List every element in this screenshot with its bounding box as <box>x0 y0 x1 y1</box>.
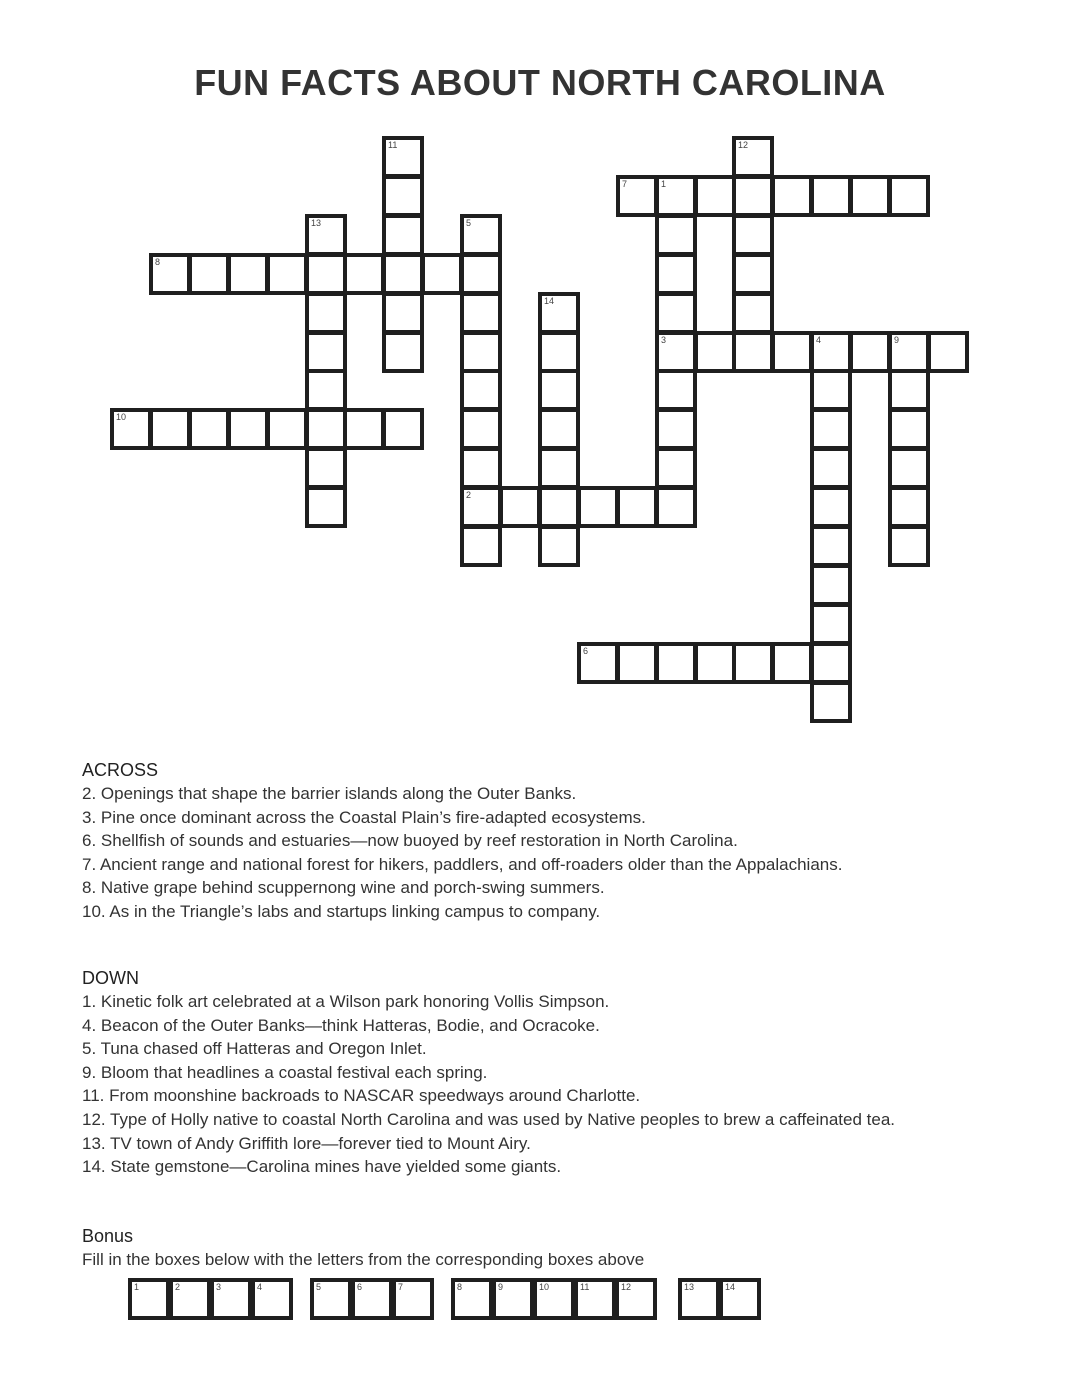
crossword-cell[interactable] <box>460 408 502 450</box>
crossword-cell[interactable] <box>305 486 347 528</box>
bonus-instruction: Fill in the boxes below with the letters from the corresponding boxes above <box>82 1250 645 1269</box>
crossword-cell[interactable] <box>810 642 852 684</box>
crossword-cell[interactable] <box>188 408 230 450</box>
crossword-cell[interactable] <box>655 292 697 334</box>
across-clue: 8. Native grape behind scuppernong wine and porch-swing summers. <box>82 878 605 898</box>
bonus-box-number: 9 <box>498 1282 504 1292</box>
bonus-box[interactable] <box>210 1278 252 1320</box>
crossword-cell[interactable] <box>460 447 502 489</box>
crossword-cell[interactable] <box>616 175 658 217</box>
clue-number: 4 <box>816 335 822 345</box>
bonus-box[interactable] <box>492 1278 534 1320</box>
crossword-cell[interactable] <box>810 408 852 450</box>
crossword-cell[interactable] <box>888 331 930 373</box>
bonus-box[interactable] <box>451 1278 493 1320</box>
crossword-cell[interactable] <box>149 408 191 450</box>
bonus-box[interactable] <box>574 1278 616 1320</box>
across-clue: 2. Openings that shape the barrier islands along the Outer Banks. <box>82 784 577 803</box>
bonus-box[interactable] <box>719 1278 761 1320</box>
bonus-box-number: 14 <box>725 1282 736 1292</box>
down-clue: 11. From moonshine backroads to NASCAR speedways around Charlotte. <box>82 1086 641 1106</box>
clue-number: 13 <box>311 218 322 228</box>
crossword-cell[interactable] <box>732 642 774 684</box>
down-clue: 13. TV town of Andy Griffith lore—forever tied to Mount Airy. <box>82 1133 531 1153</box>
bonus-box-number: 5 <box>316 1282 322 1292</box>
crossword-cell[interactable] <box>655 214 697 256</box>
crossword-cell[interactable] <box>538 525 580 567</box>
clue-number: 2 <box>466 490 472 500</box>
crossword-cell[interactable] <box>382 175 424 217</box>
crossword-cell[interactable] <box>305 447 347 489</box>
crossword-cell[interactable] <box>577 642 619 684</box>
crossword-cell[interactable] <box>460 253 502 295</box>
crossword-cell[interactable] <box>849 331 891 373</box>
crossword-cell[interactable] <box>771 175 813 217</box>
clue-number: 1 <box>661 179 667 189</box>
crossword-cell[interactable] <box>771 642 813 684</box>
bonus-box[interactable] <box>351 1278 393 1320</box>
clue-number: 3 <box>661 335 667 345</box>
bonus-box[interactable] <box>128 1278 170 1320</box>
down-clue: 12. Type of Holly native to coastal North Carolina and was used by Native peoples to brew a caffeinated tea. <box>82 1109 896 1129</box>
across-clue: 3. Pine once dominant across the Coastal Plain’s fire-adapted ecosystems. <box>82 807 646 827</box>
crossword-cell[interactable] <box>188 253 230 295</box>
bonus-box[interactable] <box>533 1278 575 1320</box>
crossword-cell[interactable] <box>694 331 736 373</box>
crossword-cell[interactable] <box>655 486 697 528</box>
bonus-box-number: 1 <box>134 1282 140 1292</box>
crossword-cell[interactable] <box>655 447 697 489</box>
crossword-cell[interactable] <box>732 136 774 178</box>
crossword-cell[interactable] <box>810 603 852 645</box>
down-clue: 5. Tuna chased off Hatteras and Oregon Inlet. <box>82 1039 427 1059</box>
clue-number: 6 <box>583 646 589 656</box>
crossword-cell[interactable] <box>810 525 852 567</box>
bonus-box-number: 8 <box>457 1282 463 1292</box>
crossword-cell[interactable] <box>810 175 852 217</box>
crossword-cell[interactable] <box>382 292 424 334</box>
down-clue: 9. Bloom that headlines a coastal festival each spring. <box>82 1062 488 1082</box>
crossword-cell[interactable] <box>305 408 347 450</box>
crossword-cell[interactable] <box>732 292 774 334</box>
crossword-cell[interactable] <box>149 253 191 295</box>
bonus-box-number: 13 <box>684 1282 695 1292</box>
across-clue: 7. Ancient range and national forest for hikers, paddlers, and off-roaders older than the Appalachians. <box>82 854 843 874</box>
crossword-cell[interactable] <box>927 331 969 373</box>
crossword-cell[interactable] <box>460 292 502 334</box>
crossword-cell[interactable] <box>110 408 152 450</box>
crossword-cell[interactable] <box>343 408 385 450</box>
bonus-box-number: 11 <box>580 1282 590 1292</box>
crossword-cell[interactable] <box>655 331 697 373</box>
crossword-cell[interactable] <box>343 253 385 295</box>
crossword-cell[interactable] <box>460 486 502 528</box>
clue-number: 8 <box>155 257 161 267</box>
crossword-cell[interactable] <box>305 214 347 256</box>
crossword-cell[interactable] <box>538 331 580 373</box>
clue-number: 11 <box>388 140 398 150</box>
crossword-cell[interactable] <box>266 253 308 295</box>
crossword-cell[interactable] <box>616 486 658 528</box>
down-heading: DOWN <box>82 968 139 988</box>
down-clue: 14. State gemstone—Carolina mines have yielded some giants. <box>82 1157 562 1177</box>
clue-number: 5 <box>466 218 472 228</box>
across-heading: ACROSS <box>82 760 159 780</box>
across-clues <box>82 758 1042 924</box>
crossword-cell[interactable] <box>305 292 347 334</box>
crossword-cell[interactable] <box>732 253 774 295</box>
crossword-cell[interactable] <box>888 175 930 217</box>
crossword-cell[interactable] <box>460 214 502 256</box>
across-clue: 10. As in the Triangle’s labs and startups linking campus to company. <box>82 901 601 921</box>
crossword-cell[interactable] <box>577 486 619 528</box>
crossword-cell[interactable] <box>771 331 813 373</box>
crossword-cell[interactable] <box>655 369 697 411</box>
bonus-box-number: 3 <box>216 1282 222 1292</box>
bonus-boxes <box>0 1278 1080 1328</box>
bonus-section <box>82 1224 1042 1271</box>
down-clues <box>82 966 1042 1179</box>
crossword-cell[interactable] <box>810 447 852 489</box>
clue-number: 9 <box>894 335 900 345</box>
crossword-cell[interactable] <box>421 253 463 295</box>
crossword-cell[interactable] <box>382 253 424 295</box>
bonus-box[interactable] <box>310 1278 352 1320</box>
crossword-cell[interactable] <box>460 525 502 567</box>
bonus-box-number: 4 <box>257 1282 263 1292</box>
clue-number: 14 <box>544 296 555 306</box>
crossword-cell[interactable] <box>382 331 424 373</box>
crossword-cell[interactable] <box>849 175 891 217</box>
bonus-box-number: 12 <box>621 1282 632 1292</box>
crossword-cell[interactable] <box>732 175 774 217</box>
crossword-cell[interactable] <box>810 681 852 723</box>
across-clue: 6. Shellfish of sounds and estuaries—now buoyed by reef restoration in North Carolina. <box>82 831 738 851</box>
crossword-cell[interactable] <box>888 369 930 411</box>
bonus-box-number: 2 <box>175 1282 181 1292</box>
crossword-cell[interactable] <box>888 486 930 528</box>
crossword-cell[interactable] <box>732 331 774 373</box>
crossword-cell[interactable] <box>888 408 930 450</box>
crossword-cell[interactable] <box>499 486 541 528</box>
crossword-cell[interactable] <box>538 486 580 528</box>
crossword-cell[interactable] <box>888 525 930 567</box>
crossword-cell[interactable] <box>538 369 580 411</box>
crossword-cell[interactable] <box>616 642 658 684</box>
crossword-cell[interactable] <box>382 214 424 256</box>
crossword-cell[interactable] <box>888 447 930 489</box>
bonus-box-number: 6 <box>357 1282 363 1292</box>
crossword-cell[interactable] <box>655 175 697 217</box>
crossword-cell[interactable] <box>382 408 424 450</box>
bonus-box[interactable] <box>169 1278 211 1320</box>
crossword-cell[interactable] <box>655 642 697 684</box>
crossword-cell[interactable] <box>538 447 580 489</box>
crossword-cell[interactable] <box>655 408 697 450</box>
crossword-cell[interactable] <box>305 253 347 295</box>
crossword-cell[interactable] <box>538 408 580 450</box>
bonus-heading: Bonus <box>82 1226 134 1246</box>
down-clue: 1. Kinetic folk art celebrated at a Wilson park honoring Vollis Simpson. <box>82 992 610 1011</box>
crossword-cell[interactable] <box>694 175 736 217</box>
crossword-cell[interactable] <box>460 369 502 411</box>
down-clue: 4. Beacon of the Outer Banks—think Hatteras, Bodie, and Ocracoke. <box>82 1015 600 1035</box>
crossword-cell[interactable] <box>460 331 502 373</box>
bonus-box[interactable] <box>392 1278 434 1320</box>
page-title: FUN FACTS ABOUT NORTH CAROLINA <box>194 62 886 103</box>
down-clue-list <box>82 990 1042 1179</box>
bonus-box[interactable] <box>678 1278 720 1320</box>
crossword-cell[interactable] <box>655 253 697 295</box>
crossword-cell[interactable] <box>382 136 424 178</box>
clue-number: 10 <box>116 412 127 422</box>
bonus-box[interactable] <box>251 1278 293 1320</box>
crossword-cell[interactable] <box>266 408 308 450</box>
crossword-cell[interactable] <box>305 369 347 411</box>
crossword-cell[interactable] <box>227 408 269 450</box>
crossword-cell[interactable] <box>694 642 736 684</box>
crossword-cell[interactable] <box>538 292 580 334</box>
crossword-cell[interactable] <box>810 486 852 528</box>
bonus-box-number: 10 <box>539 1282 550 1292</box>
bonus-box-number: 7 <box>398 1282 404 1292</box>
crossword-cell[interactable] <box>732 214 774 256</box>
across-clue-list <box>82 782 1042 924</box>
crossword-cell[interactable] <box>227 253 269 295</box>
crossword-cell[interactable] <box>810 369 852 411</box>
crossword-cell[interactable] <box>810 564 852 606</box>
clue-number: 7 <box>622 179 628 189</box>
crossword-cell[interactable] <box>810 331 852 373</box>
clue-number: 12 <box>738 140 749 150</box>
bonus-box[interactable] <box>615 1278 657 1320</box>
crossword-cell[interactable] <box>305 331 347 373</box>
